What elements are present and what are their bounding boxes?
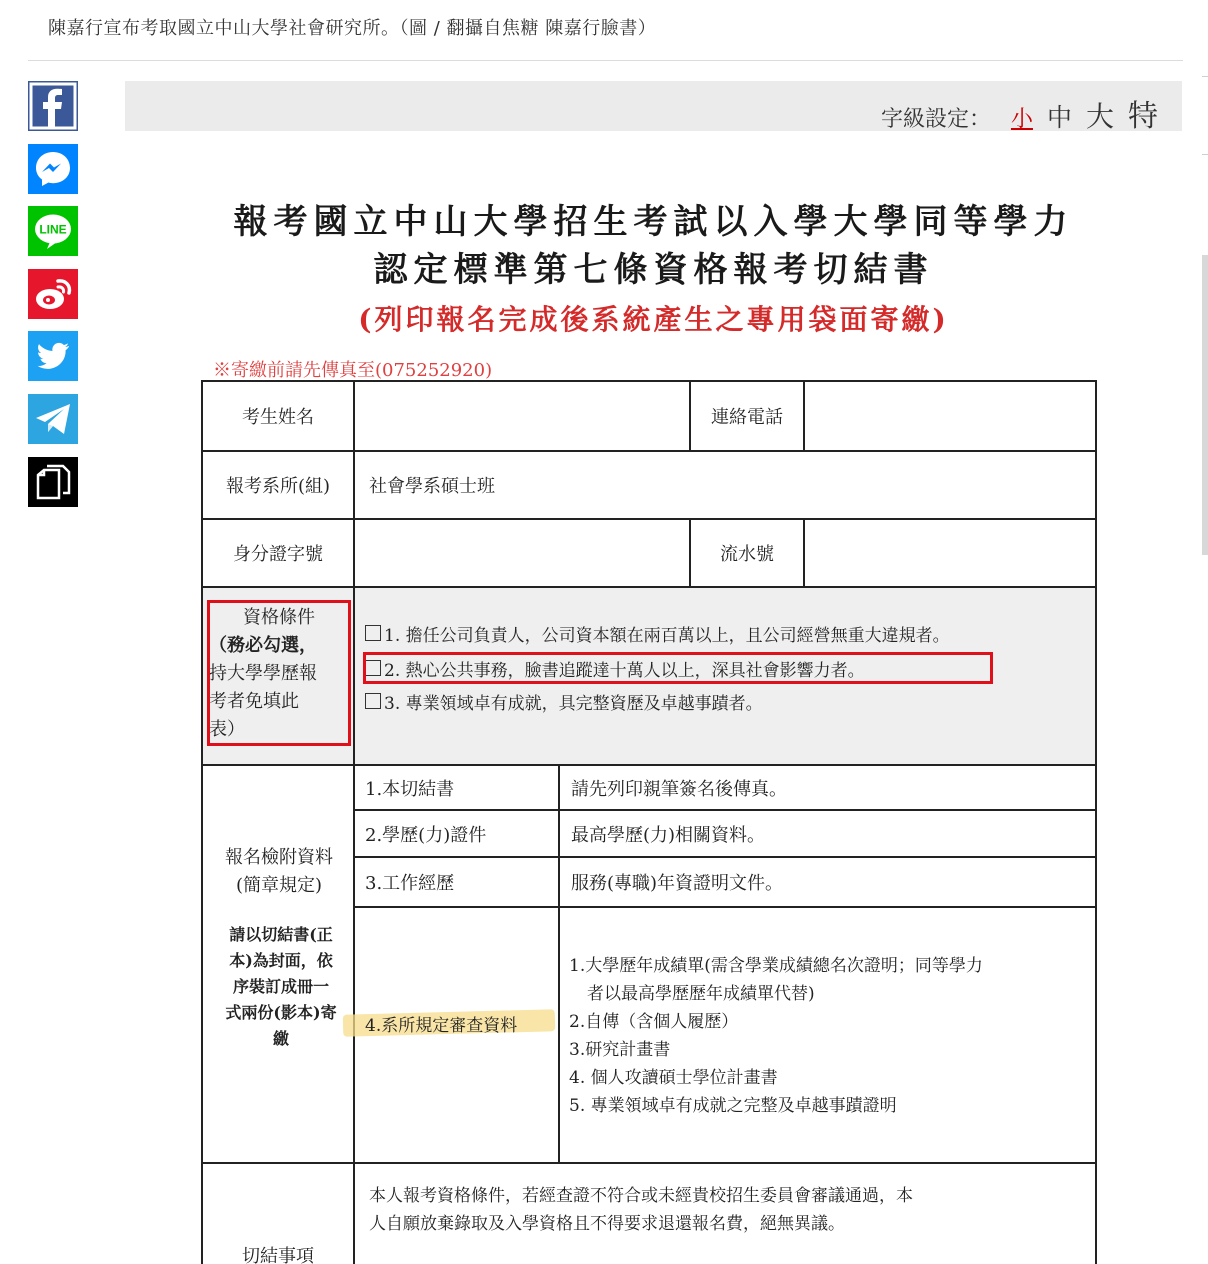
id-number-label: 身分證字號 bbox=[233, 544, 323, 565]
line-icon-label: LINE bbox=[39, 222, 67, 237]
twitter-share-button[interactable] bbox=[28, 331, 78, 381]
line-icon bbox=[28, 206, 78, 256]
review-materials-list: 1.大學歷年成績單(需含學業成績總名次證明；同等學力 者以最高學歷歷年成績單代替) 2.自傳（含個人履歷） 3.研究計畫書 4. 個人攻讀碩士學位計畫書 5. 專業領域卓有成就之完整及卓越事蹟證明 bbox=[569, 956, 983, 1116]
caption-divider bbox=[28, 60, 1183, 61]
facebook-share-button[interactable] bbox=[28, 81, 78, 131]
font-size-label: 字級設定： bbox=[880, 107, 991, 132]
twitter-icon bbox=[28, 331, 78, 381]
checkbox-empty-icon bbox=[365, 693, 381, 709]
department-value: 社會學系碩士班 bbox=[369, 476, 495, 497]
facebook-icon bbox=[28, 81, 78, 131]
weibo-icon bbox=[28, 269, 78, 319]
checkbox-empty-icon bbox=[365, 625, 381, 641]
qualification-option-1: 1. 擔任公司負責人，公司資本額在兩百萬以上，且公司經營無重大違規者。 bbox=[365, 620, 1095, 646]
font-size-small-button[interactable]: 小 bbox=[1010, 107, 1033, 132]
attachment-desc-2: 最高學歷(力)相關資料。 bbox=[571, 824, 766, 846]
qualification-option-2: 2. 熱心公共事務，臉書追蹤達十萬人以上，深具社會影響力者。 bbox=[365, 655, 1095, 681]
qualification-option-2-highlight-box bbox=[363, 652, 993, 684]
attachment-item-2: 2.學歷(力)證件 bbox=[365, 824, 487, 846]
line-share-button[interactable] bbox=[28, 206, 78, 256]
font-size-large-button[interactable]: 大 bbox=[1085, 100, 1114, 133]
document-subtitle: (列印報名完成後系統產生之專用袋面寄繳) bbox=[358, 303, 949, 336]
name-field bbox=[355, 382, 689, 450]
attachment-item-1: 1.本切結書 bbox=[365, 778, 455, 800]
serial-number-label: 流水號 bbox=[720, 544, 774, 565]
attachments-label: 報名檢附資料 (簡章規定) bbox=[225, 847, 333, 896]
document-title-line1: 報考國立中山大學招生考試以入學大學同等學力 bbox=[233, 202, 1074, 242]
attachment-item-4: 4.系所規定審查資料 bbox=[365, 1015, 518, 1036]
phone-label: 連絡電話 bbox=[711, 407, 783, 428]
qualification-label: 資格條件 （務必勾選， 持大學學歷報 考者免填此 表） bbox=[209, 607, 317, 740]
name-label: 考生姓名 bbox=[242, 407, 314, 428]
telegram-icon bbox=[28, 394, 78, 444]
application-form-table bbox=[201, 380, 1097, 1264]
messenger-icon bbox=[28, 144, 78, 194]
attachments-binding-note: 請以切結書(正 本)為封面，依 序裝訂成冊一 式兩份(影本)寄 繳 bbox=[225, 925, 337, 1048]
attachment-item-3: 3.工作經歷 bbox=[365, 873, 455, 894]
font-size-bar bbox=[125, 81, 1182, 134]
qualification-option-3: 3. 專業領域卓有成就，具完整資歷及卓越事蹟者。 bbox=[365, 688, 1095, 714]
document-image bbox=[125, 150, 1182, 1264]
copy-link-button[interactable] bbox=[28, 457, 78, 507]
weibo-share-button[interactable] bbox=[28, 269, 78, 319]
font-size-medium-button[interactable]: 中 bbox=[1046, 103, 1072, 132]
attachment-desc-1: 請先列印親筆簽名後傳真。 bbox=[571, 778, 787, 800]
image-caption: 陳嘉行宣布考取國立中山大學社會研究所。（圖 / 翻攝自焦糖 陳嘉行臉書） bbox=[48, 18, 657, 39]
copy-icon bbox=[28, 457, 78, 507]
attachment-desc-3: 服務(專職)年資證明文件。 bbox=[571, 873, 784, 894]
adjacent-column-edge bbox=[1202, 70, 1208, 1264]
pledge-text: 本人報考資格條件，若經查證不符合或未經貴校招生委員會審議通過，本 人自願放棄錄取及入學資格且不得要求退還報名費，絕無異議。 bbox=[369, 1186, 913, 1234]
pledge-label: 切結事項 bbox=[242, 1246, 314, 1264]
fax-note: ※寄繳前請先傳真至(075252920) bbox=[213, 360, 493, 381]
font-size-xlarge-button[interactable]: 特 bbox=[1128, 99, 1158, 134]
telegram-share-button[interactable] bbox=[28, 394, 78, 444]
document-title-line2: 認定標準第七條資格報考切結書 bbox=[373, 250, 934, 290]
department-label: 報考系所(組) bbox=[225, 476, 331, 497]
qualification-label-highlight-box bbox=[207, 600, 351, 746]
messenger-share-button[interactable] bbox=[28, 144, 78, 194]
